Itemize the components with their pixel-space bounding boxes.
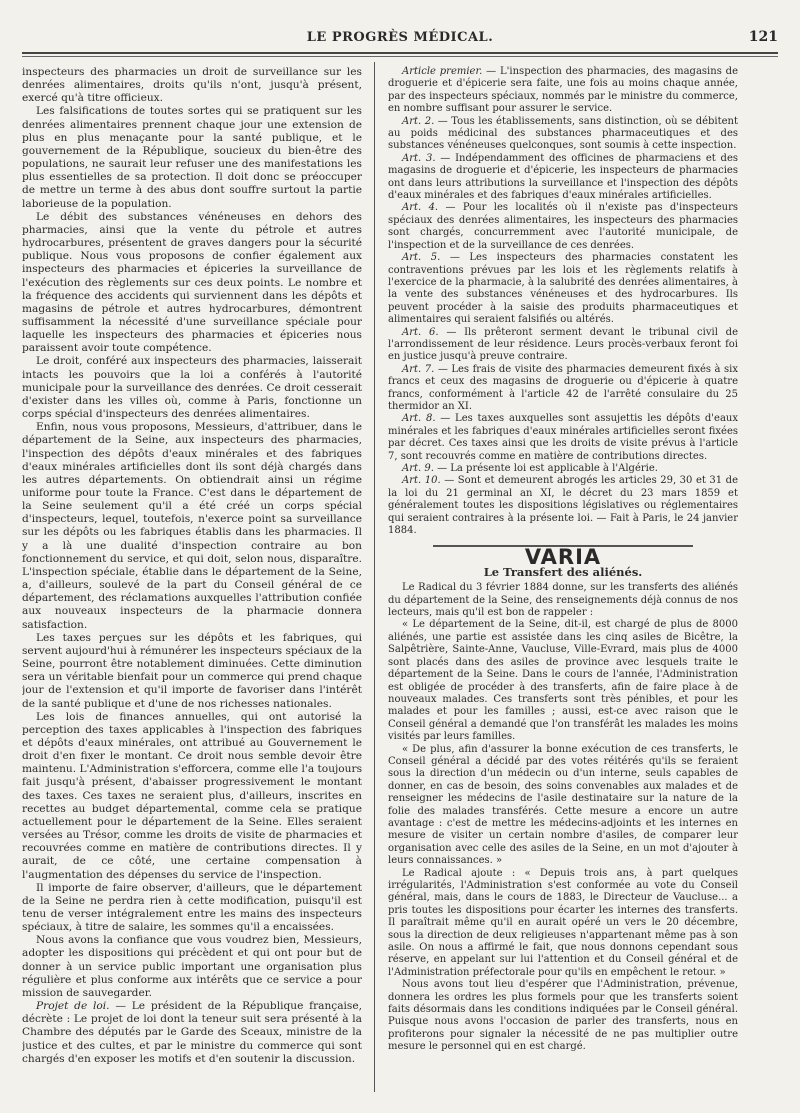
article-7 bbox=[388, 364, 738, 414]
paragraph: « De plus, afin d'assurer la bonne exécution de ces transferts, le Conseil général a décidé par des votes réitérés qu'ils se feraient sous la direction d'un médecin ou d'un interne, seuls capables de donner, en cas de besoin, des soins convenables aux malades et de renseigner les médecins de l'asile destinataire sur la nature de la folie des malades transférés. Cette mesure a encore un autre avantage : c'est de mettre les médecins-adjoints et les internes en mesure de visiter un certain nombre d'asiles, de comparer leur organisation avec celle des asiles de la Seine, en un mot d'ajouter à leurs connaissances. » bbox=[388, 743, 738, 867]
section-subtitle: Le Transfert des aliénés. bbox=[483, 564, 643, 579]
paragraph: Le Radical ajoute : « Depuis trois ans, à part quelques irrégularités, l'Administration s'est conformée au vote du Conseil général, mais, dans le cours de 1883, le Directeur de Vaucluse... a pris toutes les dispositions pour écarter les internes des transferts. Il paraîtrait même qu'il en aurait opéré un vers le 20 décembre, sous la direction de deux religieuses n'appartenant même pas à son asile. On nous a affirmé le fait, que nous donnons cependant sous réserve, en appelant sur lui l'attention et du Conseil général et de l'Administration préfectorale pour qu'ils en empêchent le retour. » bbox=[388, 867, 738, 978]
paragraph: Les taxes perçues sur les dépôts et les fabriques, qui servent aujourd'hui à rémunérer les inspecteurs spéciaux de la Seine, pourront être notablement diminuées. Cette diminution sera un véritable bienfait pour un commerce qui prend chaque jour de l'extension et qu'il importe de favoriser dans l'intérêt de la santé publique et d'une de nos richesses nationales. bbox=[22, 631, 362, 710]
article-text: — Les taxes auxquelles sont assujettis les dépôts d'eaux minérales et les fabriques d'eaux minérales artificielles seront fixées par décret. Ces taxes ainsi que les droits de visite prévus à l'article 7, sont recouvrés comme en matière de contributions directes. bbox=[388, 413, 738, 462]
article-text: — Sont et demeurent abrogés les articles 29, 30 et 31 de la loi du 21 germinal an XI, le décret du 23 mars 1859 et généralement toutes les dispositions législatives ou réglementaires qui seraient contraires à la présente loi. — Fait à Paris, le 24 janvier 1884. bbox=[388, 475, 738, 537]
article-text: — L'inspection des pharmacies, des magasins de droguerie et d'épicerie sera faite, une fois au moins chaque année, par des inspecteurs spéciaux, nommés par le ministre du commerce, en nombre suffisant pour assurer le service. bbox=[388, 66, 738, 115]
article-text: — Les inspecteurs des pharmacies constatent les contraventions prévues par les lois et les règlements relatifs à l'exercice de la pharmacie, à la salubrité des denrées alimentaires, à la vente des substances vénéneuses et des hydrocarbures. Ils peuvent procéder à la saisie des produits pharmaceutiques et alimentaires qui seraient falsifiés ou altérés. bbox=[388, 252, 738, 326]
column-divider bbox=[374, 62, 375, 1092]
article-label: Art. 6. bbox=[402, 326, 439, 338]
projet-label: Projet de loi. bbox=[36, 1000, 110, 1013]
article-text: — La présente loi est applicable à l'Algérie. bbox=[433, 463, 658, 474]
article-label: Art. 5. bbox=[402, 252, 441, 264]
page-number: 121 bbox=[748, 29, 778, 45]
article-label: Art. 2. bbox=[402, 115, 435, 127]
article-label: Art. 10. bbox=[402, 475, 441, 487]
paragraph: Il importe de faire observer, d'ailleurs, que le département de la Seine ne perdra rien à cette modification, puisqu'il est tenu de verser intégralement entre les mains des inspecteurs spéciaux, à titre de salaire, les sommes qu'il a encaissées. bbox=[22, 881, 362, 934]
article-label: Art. 4. bbox=[402, 202, 439, 214]
article-10 bbox=[388, 475, 738, 537]
section-title: VARIA bbox=[524, 545, 602, 570]
article-text: — Ils prêteront serment devant le tribunal civil de l'arrondissement de leur résidence. Leurs procès-verbaux feront foi en justice jusqu'à preuve contraire. bbox=[388, 326, 738, 363]
article-label: Art. 9. bbox=[402, 463, 434, 474]
page-header bbox=[22, 26, 778, 48]
projet-text: — Le président de la République française, décrète : Le projet de loi dont la teneur suit sera présenté à la Chambre des députés par le Garde des Sceaux, ministre de la justice et des cultes, et par le ministre du commerce qui sont chargés d'en exposer les motifs et d'en soutenir la discussion. bbox=[22, 1000, 362, 1065]
article-1 bbox=[388, 66, 738, 116]
article-6 bbox=[388, 327, 738, 364]
article-9 bbox=[388, 463, 738, 475]
paragraph: Le débit des substances vénéneuses en dehors des pharmacies, ainsi que la vente du pétrole et autres hydrocarbures, présentent de graves dangers pour la sécurité publique. Nous vous proposons de confier également aux inspecteurs des pharmacies et épiceries la surveillance de l'exécution des règlements sur ces deux points. Le nombre et la fréquence des accidents qui surviennent dans les dépôts et magasins de pétrole et autres hydrocarbures, démontrent suffisamment la nécessité d'une surveillance spéciale pour laquelle les inspecteurs des pharmacies et épiceries nous paraissent avoir toute compétence. bbox=[22, 210, 362, 355]
paragraph: Nous avons la confiance que vous voudrez bien, Messieurs, adopter les dispositions qui précèdent et qui ont pour but de donner à un service public important une organisation plus régulière et plus conforme aux intérêts que ce service a pour mission de sauvegarder. bbox=[22, 934, 362, 999]
article-3 bbox=[388, 153, 738, 203]
right-column bbox=[388, 66, 738, 1106]
paragraph: Enfin, nous vous proposons, Messieurs, d'attribuer, dans le département de la Seine, aux inspecteurs des pharmacies, l'inspection des dépôts d'eaux minérales et des fabriques d'eaux minérales artificielles dont ils sont déjà chargés dans les autres départements. On obtiendrait ainsi un régime uniforme pour toute la France. C'est dans le département de la Seine seulement qu'il a été créé un corps spécial d'inspecteurs, lequel, toutefois, n'exerce point sa surveillance sur les dépôts ou les fabriques établis dans les pharmacies. Il y a là une dualité d'inspection contraire au bon fonctionnement du service, et qui doit, selon nous, disparaître. L'inspection spéciale, établie dans le département de la Seine, a, d'ailleurs, soulevé de la part du Conseil général de ce département, des réclamations auxquelles l'attribution confiée aux nouveaux inspecteurs de la pharmacie donnera satisfaction. bbox=[22, 421, 362, 631]
left-column bbox=[22, 66, 362, 1106]
paragraph: Le Radical du 3 février 1884 donne, sur les transferts des aliénés du département de la Seine, des renseignements déjà connus de nos lecteurs, mais qu'il est bon de rappeler : bbox=[388, 582, 738, 619]
article-label: Art. 7. bbox=[402, 363, 435, 375]
article-text: — Tous les établissements, sans distinction, où se débitent au poids médicinal des substances pharmaceutiques et des substances vénéneuses quelconques, sont soumis à cette inspection. bbox=[388, 115, 738, 152]
article-label: Article premier. bbox=[402, 66, 483, 77]
paragraph: Le droit, conféré aux inspecteurs des pharmacies, laisserait intacts les pouvoirs que la loi a conférés à l'autorité municipale pour la surveillance des denrées. Ce droit cesserait d'exister dans les villes où, comme à Paris, fonctionne un corps spécial d'inspecteurs des denrées alimentaires. bbox=[22, 355, 362, 421]
article-2 bbox=[388, 116, 738, 153]
journal-title: LE PROGRÈS MÉDICAL. bbox=[306, 30, 494, 45]
article-8 bbox=[388, 413, 738, 463]
article-label: Art. 3. bbox=[402, 152, 436, 164]
article-text: — Les frais de visite des pharmacies demeurent fixés à six francs et ceux des magasins de droguerie ou d'épicerie à quatre francs, conformément à l'article 42 de l'arrêté consulaire du 25 thermidor an XI. bbox=[388, 363, 738, 412]
article-text: — Indépendamment des officines de pharmaciens et des magasins de droguerie et d'épicerie, les inspecteurs de pharmacies ont dans leurs attributions la surveillance et l'inspection des dépôts d'eaux minérales et des fabriques d'eaux minérales artificielles. bbox=[388, 152, 738, 202]
article-5 bbox=[388, 252, 738, 326]
article-4 bbox=[388, 202, 738, 252]
article-label: Art. 8. bbox=[402, 413, 436, 425]
header-rule-thin bbox=[22, 56, 778, 57]
paragraph: inspecteurs des pharmacies un droit de surveillance sur les denrées alimentaires, droits qu'ils n'ont, jusqu'à présent, exercé qu'à titre officieux. bbox=[22, 66, 362, 105]
paragraph: Nous avons tout lieu d'espérer que l'Administration, prévenue, donnera les ordres les plus formels pour que les transferts soient faits désormais dans les conditions indiquées par le Conseil général. Puisque nous avons l'occasion de parler des transferts, nous en profiterons pour signaler la nécessité de ne pas multiplier outre mesure le personnel qui en est chargé. bbox=[388, 979, 738, 1053]
header-rule bbox=[22, 52, 778, 54]
paragraph: Les falsifications de toutes sortes qui se pratiquent sur les denrées alimentaires prennent chaque jour une extension de plus en plus menaçante pour la santé publique, et le gouvernement de la République, soucieux du bien-être des populations, ne saurait leur refuser une des manifestations les plus essentielles de sa protection. Il doit donc se préoccuper de mettre un terme à des abus dont souffre surtout la partie laborieuse de la population. bbox=[22, 105, 362, 210]
projet-de-loi bbox=[22, 1000, 362, 1066]
paragraph: « Le département de la Seine, dit-il, est chargé de plus de 8000 aliénés, une partie est assistée dans les cinq asiles de Bicêtre, la Salpêtrière, Sainte-Anne, Vaucluse, Ville-Evrard, mais plus de 4000 sont placés dans des asiles de province avec lesquels traite le département de la Seine. Dans le cours de l'année, l'Administration est obligée de procéder à des transferts, afin de faire place à de nouveaux malades. Ces transferts sont très pénibles, et pour les malades et pour les familles ; aussi, est-ce avec raison que le Conseil général a demandé que l'on transférât les malades les moins visités par leurs familles. bbox=[388, 619, 738, 743]
article-text: — Pour les localités où il n'existe pas d'inspecteurs spéciaux des denrées alimentaires, les inspecteurs des pharmacies sont chargés, concurremment avec l'autorité municipale, de l'inspection et de la surveillance de ces denrées. bbox=[388, 202, 738, 251]
paragraph: Les lois de finances annuelles, qui ont autorisé la perception des taxes applicables à l'inspection des fabriques et dépôts d'eaux minérales, ont attribué au Gouvernement le droit d'en fixer le montant. Ce droit nous semble devoir être maintenu. L'Administration s'efforcera, comme elle l'a toujours fait jusqu'à présent, d'abaisser progressivement le montant des taxes. Ces taxes ne seraient plus, d'ailleurs, inscrites en recettes au budget départemental, comme cela se pratique actuellement pour le département de la Seine. Elles seraient versées au Trésor, comme les droits de visite de pharmacies et recouvrées comme en matière de contributions directes. Il y aurait, de ce côté, une certaine compensation à l'augmentation des dépenses du service de l'inspection. bbox=[22, 710, 362, 881]
